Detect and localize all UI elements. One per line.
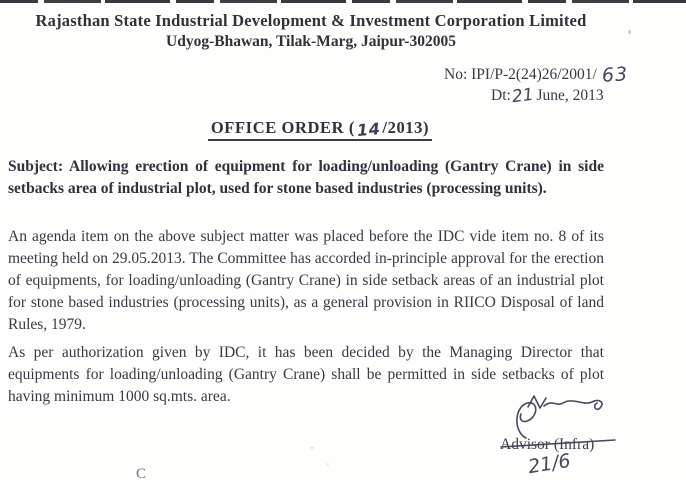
signature-date-handwritten: 21/6 — [526, 449, 573, 479]
scan-speck — [628, 30, 631, 34]
reference-number-line — [444, 63, 628, 85]
office-order-title-row — [0, 118, 640, 141]
office-order-number-handwritten: 14 — [356, 119, 382, 140]
office-order-title-prefix: OFFICE ORDER ( — [210, 118, 355, 137]
reference-number-label: No: IPI/P-2(24)26/2001/ — [444, 66, 597, 83]
body-paragraph-1: An agenda item on the above subject matter was placed before the IDC vide item no. 8 of its meeting held on 29.05.2013. The Committee has accorded in-principle approval for the erection of equipments, for loading/unloading (Gantry Crane) in side setback areas of an industrial plot for stone based industries (processing units), as a general provision in RIICO Disposal of land Rules, 1979. — [8, 228, 604, 333]
date-text: June, 2013 — [536, 87, 604, 104]
reference-date-line — [444, 85, 628, 106]
reference-block — [444, 63, 628, 106]
scan-edge-artifact — [0, 0, 686, 3]
reference-number-handwritten: 63 — [601, 63, 629, 87]
scan-speck — [310, 446, 314, 449]
organization-name: Rajasthan State Industrial Development & Investment Corporation Limited — [35, 11, 587, 30]
body-paragraph-2: As per authorization given by IDC, it has been decided by the Managing Director that equipments for loading/unloading (Gantry Crane) shall be permitted in side setbacks of plot having minimum 1000 sq.mts. area. — [8, 344, 604, 405]
signature-block — [492, 394, 642, 480]
office-order-title-suffix: /2013) — [382, 118, 430, 137]
signature-scribble-icon — [492, 394, 642, 480]
subject-line: Subject: Allowing erection of equipment for loading/unloading (Gantry Crane) in side setbacks area of industrial plot, used for stone based industries (processing units). — [8, 158, 604, 197]
letterhead — [28, 10, 594, 52]
cutoff-text-fragment: C — [136, 466, 147, 480]
signatory-designation: Advisor (Infra) — [500, 436, 595, 453]
date-day-handwritten: 21 — [510, 84, 535, 108]
date-label: Dt: — [491, 87, 511, 104]
scan-speck — [326, 463, 329, 466]
organization-address: Udyog-Bhawan, Tilak-Marg, Jaipur-302005 — [166, 33, 456, 50]
office-order-title — [208, 118, 432, 141]
